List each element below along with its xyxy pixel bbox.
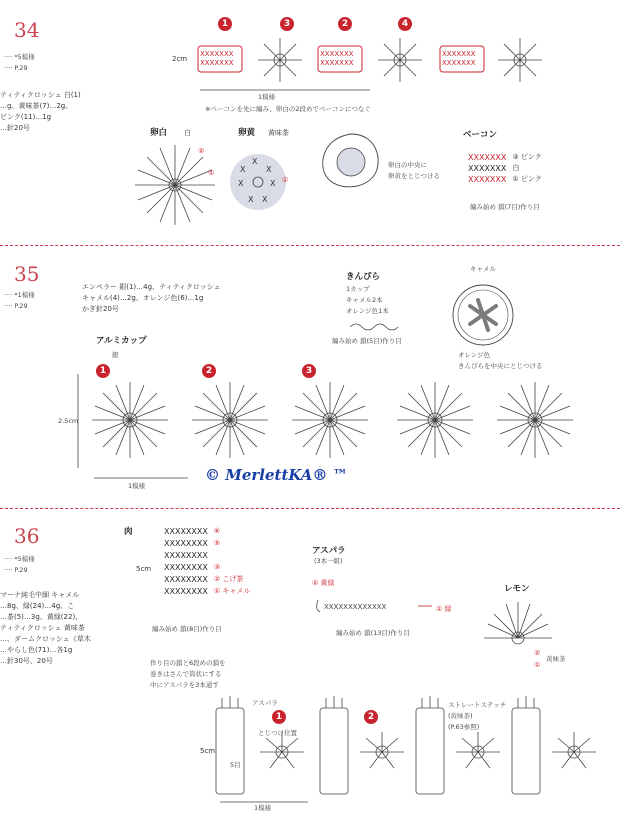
bacon-row-1 <box>468 174 618 185</box>
s34-repeat-diagram <box>190 32 610 92</box>
svg-text:XXXXXXX: XXXXXXX <box>320 59 354 67</box>
svg-text:XXXXXXX: XXXXXXX <box>442 59 476 67</box>
section-35-row-1: ···· *1模様 <box>4 291 35 299</box>
section-34-rows <box>4 52 74 74</box>
lemon-row-1: ① <box>534 661 541 669</box>
bacon-chart <box>468 152 618 185</box>
material-line: …茶(5)…3g、黄緑(22)、 <box>0 613 83 621</box>
egg-white-title-text: 卵白 <box>150 128 168 138</box>
material-line: ティティクロッシェ 白(1) <box>0 91 81 99</box>
step-marker-1: 1 <box>272 710 286 724</box>
meat-row-6-stitches: XXXXXXXX <box>164 527 208 536</box>
material-line: …針30号、20号 <box>0 657 53 665</box>
assembly-note-line: 卵白の中央に <box>388 161 427 169</box>
s36-label-asparagus: アスパラ <box>252 699 278 707</box>
stitch-note-line: (黄味茶) <box>448 712 473 720</box>
kinpira-lines <box>346 284 389 317</box>
section-35-materials <box>82 282 302 315</box>
kinpira-title: きんぴら <box>346 272 381 282</box>
section-number-36: 36 <box>14 524 40 548</box>
bacon-row-3 <box>468 152 618 163</box>
svg-text:X: X <box>240 165 246 174</box>
s34-assembly-note <box>388 160 440 182</box>
svg-text:X: X <box>266 165 272 174</box>
meat-row-2-label: ② こげ茶 <box>213 575 244 583</box>
svg-text:XXXXXXX: XXXXXXX <box>442 50 476 58</box>
step-marker-2: 2 <box>202 364 216 378</box>
meat-row-2 <box>164 574 304 586</box>
meat-title: 肉 <box>124 527 133 537</box>
s36-label-join: とじつけ位置 <box>258 729 297 737</box>
lemon-title: レモン <box>504 584 530 594</box>
svg-text:XXXXXXX: XXXXXXX <box>200 59 234 67</box>
section-35-rows <box>4 290 74 312</box>
material-line: かぎ針20号 <box>82 305 119 313</box>
svg-text:X: X <box>252 157 258 166</box>
s36-rows-side: 5目 <box>230 761 241 769</box>
step-marker-1: 1 <box>218 17 232 31</box>
meat-row-1-label: ① キャメル <box>213 587 251 595</box>
s34-note: ※ベーコンを先に編み、卵白の2段めでベーコンにつなぐ <box>205 105 371 113</box>
svg-text:XXXXXXX: XXXXXXX <box>200 50 234 58</box>
meat-row-4-stitches: XXXXXXXX <box>164 551 208 560</box>
asparagus-row-2: ② 黄緑 <box>312 579 335 587</box>
step-marker-3: 3 <box>302 364 316 378</box>
material-line: ピンク(11)…1g <box>0 113 52 121</box>
step-marker-2: 2 <box>364 710 378 724</box>
s36-size-label: 5cm <box>200 747 216 755</box>
meat-start: 編み始め 鎖(8目)作り目 <box>152 625 222 633</box>
asparagus-title: アスパラ <box>312 546 346 556</box>
material-line: …針20号 <box>0 124 30 132</box>
material-line: ティティクロッシェ 黄味茶 <box>0 624 85 632</box>
egg-white-color: 白 <box>183 129 191 137</box>
bacon-row-1-label: ① ピンク <box>512 175 542 183</box>
section-34-row-1: ···· *5模様 <box>4 53 35 61</box>
meat-row-1-stitches: XXXXXXXX <box>164 587 208 596</box>
asparagus-chart <box>314 596 434 616</box>
bacon-row-2 <box>468 163 618 174</box>
meat-row-1 <box>164 586 304 598</box>
stitch-note-line: ストレートステッチ <box>448 701 507 709</box>
s36-note-line: 作り目の鎖と6段めの鎖を <box>150 659 226 667</box>
step-marker-1: 1 <box>96 364 110 378</box>
section-36-rows <box>4 554 74 576</box>
asparagus-start: 編み始め 鎖(13目)作り目 <box>336 629 410 637</box>
egg-white-row-1: ① <box>208 169 215 177</box>
assembly-bottom-line: きんぴらを中央にとじつける <box>458 362 543 370</box>
meat-row-2-stitches: XXXXXXXX <box>164 575 208 584</box>
lemon-diagram <box>484 598 554 648</box>
kinpira-chain <box>348 322 408 332</box>
section-34-row-2: ···· P.29 <box>4 64 28 72</box>
bacon-row-3-label: ③ ピンク <box>512 153 542 161</box>
watermark: © MerlettKA® ™ <box>205 466 348 484</box>
material-line: エンペラー 銀(1)…4g、ティティクロッシェ <box>82 283 221 291</box>
aluminum-cup-title: アルミカップ <box>96 336 147 346</box>
bacon-row-2-stitches: XXXXXXX <box>468 164 507 173</box>
meat-row-4 <box>164 550 304 562</box>
meat-row-5 <box>164 538 304 550</box>
egg-yolk-diagram <box>228 150 288 215</box>
asparagus-subtitle: (3本一組) <box>314 557 343 565</box>
material-line: …8g、緑(24)…4g、こ <box>0 602 75 610</box>
material-line: キャメル(4)…2g、オレンジ色(6)…1g <box>82 294 204 302</box>
section-36-row-2: ···· P.29 <box>4 566 28 574</box>
s36-assembly-note <box>150 658 226 691</box>
asparagus-row-1: ① 緑 <box>436 605 452 613</box>
s35-pattern-label: 1模様 <box>128 482 146 490</box>
kinpira-line: オレンジ色1本 <box>346 307 389 315</box>
s35-assembly-top: キャメル <box>470 265 496 273</box>
bacon-row-2-label: 白 <box>512 164 520 172</box>
assembly-bottom-line: オレンジ色 <box>458 351 491 359</box>
stitch-note-line: (P.63参照) <box>448 723 480 731</box>
meat-row-5-stitches: XXXXXXXX <box>164 539 208 548</box>
egg-white-title <box>150 126 191 139</box>
meat-row-6 <box>164 526 304 538</box>
meat-row-3-label: ③ <box>213 563 221 571</box>
lemon-row-2: ② <box>534 649 541 657</box>
kinpira-line: キャメル2本 <box>346 296 383 304</box>
aluminum-cup-color: 銀 <box>112 351 119 359</box>
s34-pattern-label: 1模様 <box>258 93 276 101</box>
s35-assembly-diagram <box>448 280 518 350</box>
section-divider <box>0 508 620 509</box>
step-marker-2: 2 <box>338 17 352 31</box>
meat-row-5-label: ⑤ <box>213 539 221 547</box>
s36-note-line: 中にアスパラを3本通す <box>150 681 219 689</box>
s36-pattern-label: 1模様 <box>254 804 272 812</box>
egg-yolk-row-1: ① <box>282 176 289 184</box>
meat-row-3-stitches: XXXXXXXX <box>164 563 208 572</box>
egg-white-row-2: ② <box>198 147 205 155</box>
meat-row-6-label: ⑥ <box>213 527 221 535</box>
svg-text:XXXXXXX: XXXXXXX <box>320 50 354 58</box>
s36-note-line: 巻きはさんで筒状にする <box>150 670 222 678</box>
step-marker-4: 4 <box>398 17 412 31</box>
s34-step-markers <box>218 17 618 33</box>
svg-text:X: X <box>262 195 268 204</box>
material-line: …、ダームクロッシェ《草木 <box>0 635 91 643</box>
material-line: …やらし色(71)…各1g <box>0 646 73 654</box>
egg-white-diagram <box>130 140 220 230</box>
egg-yolk-title <box>238 126 289 139</box>
bacon-start: 編み始め 鎖(7目)作り目 <box>470 203 540 211</box>
section-number-35: 35 <box>14 262 40 286</box>
svg-text:XXXXXXXXXXXXX: XXXXXXXXXXXXX <box>324 603 387 611</box>
section-36-row-1: ···· *5模様 <box>4 555 35 563</box>
svg-text:X: X <box>238 179 244 188</box>
kinpira-line: 1カップ <box>346 285 370 293</box>
svg-text:X: X <box>248 195 254 204</box>
step-marker-3: 3 <box>280 17 294 31</box>
egg-yolk-title-text: 卵黄 <box>238 128 256 138</box>
material-line: …g、黄味茶(7)…2g、 <box>0 102 73 110</box>
s35-assembly-bottom <box>458 350 543 372</box>
lemon-color: 黄味茶 <box>546 655 566 663</box>
section-34-materials <box>0 90 110 134</box>
kinpira-start: 編み始め 鎖(5目)作り目 <box>332 337 402 345</box>
meat-row-3 <box>164 562 304 574</box>
s34-size-label: 2cm <box>172 55 188 63</box>
bacon-row-1-stitches: XXXXXXX <box>468 175 507 184</box>
meat-chart <box>164 526 304 598</box>
s36-repeat-diagram <box>212 702 612 808</box>
material-line: マーナ純毛中細 キャメル <box>0 591 80 599</box>
s34-assembly-diagram <box>316 128 386 198</box>
bacon-title: ベーコン <box>463 130 498 140</box>
section-35-row-2: ···· P.29 <box>4 302 28 310</box>
egg-yolk-color: 黄味茶 <box>267 129 289 137</box>
section-divider <box>0 245 620 246</box>
bacon-row-3-stitches: XXXXXXX <box>468 153 507 162</box>
assembly-note-line: 卵黄をとじつける <box>388 172 440 180</box>
meat-size: 5cm <box>136 565 152 573</box>
section-36-materials <box>0 590 112 667</box>
svg-text:X: X <box>270 179 276 188</box>
s35-size-label: 2.5cm <box>58 417 79 425</box>
section-number-34: 34 <box>14 18 40 42</box>
